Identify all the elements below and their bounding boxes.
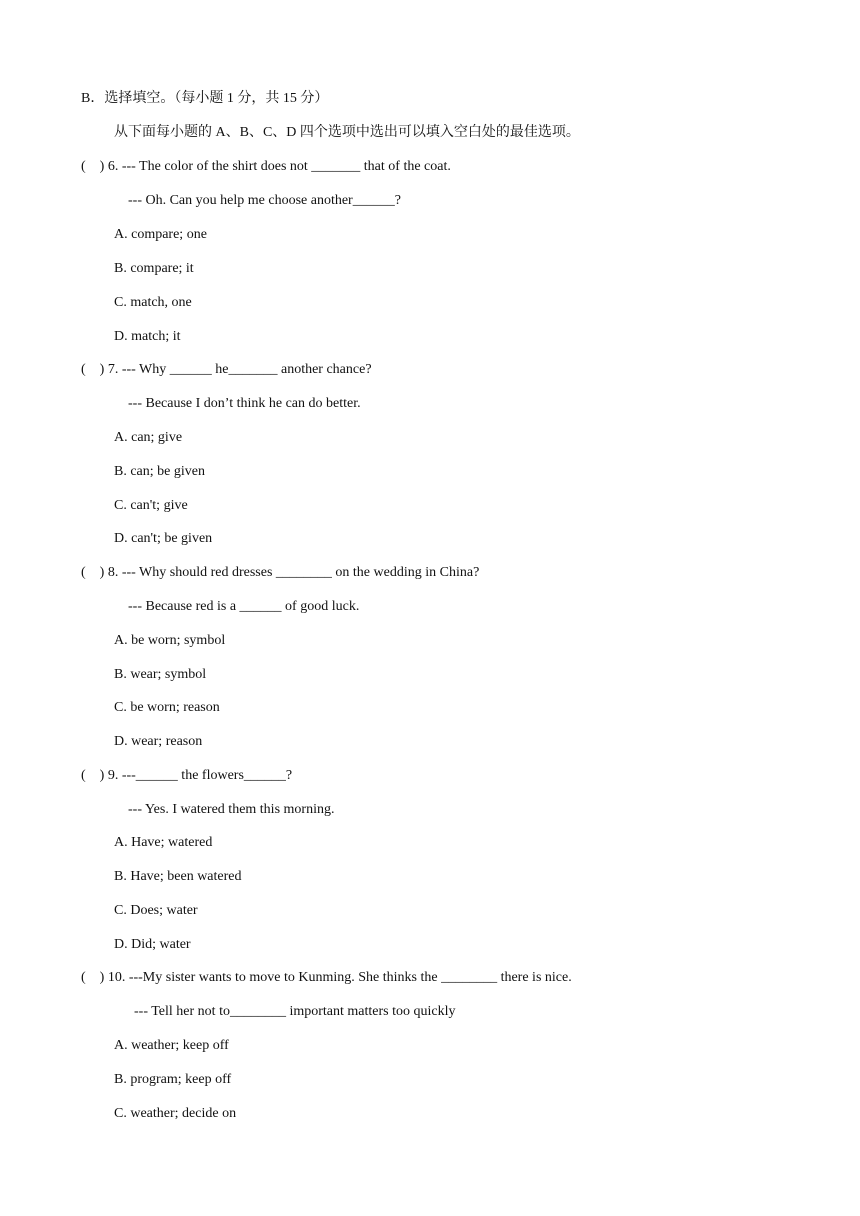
question-9-option-c: C. Does; water xyxy=(114,903,198,918)
question-6-stem: ( ) 6. --- The color of the shirt does not _______ that of the coat. xyxy=(81,159,451,174)
question-10-option-c: C. weather; decide on xyxy=(114,1106,237,1121)
question-9-option-a: A. Have; watered xyxy=(114,835,213,850)
question-10-stem: ( ) 10. ---My sister wants to move to Kunming. She thinks the ________ there is nice. xyxy=(81,970,572,985)
question-7-reply: --- Because I don’t think he can do better. xyxy=(128,396,361,411)
question-9-stem: ( ) 9. ---______ the flowers______? xyxy=(81,768,293,783)
question-8-option-d: D. wear; reason xyxy=(114,734,203,749)
question-9-option-d: D. Did; water xyxy=(114,937,191,952)
question-6-option-a: A. compare; one xyxy=(114,227,207,242)
question-7-option-b: B. can; be given xyxy=(114,464,205,479)
question-9-reply: --- Yes. I watered them this morning. xyxy=(128,802,335,817)
question-10-option-a: A. weather; keep off xyxy=(114,1038,229,1053)
question-7-stem: ( ) 7. --- Why ______ he_______ another chance? xyxy=(81,362,372,377)
question-6-option-c: C. match, one xyxy=(114,295,192,310)
question-7-option-a: A. can; give xyxy=(114,430,183,445)
section-title: B．选择填空。（每小题 1 分，共 15 分） xyxy=(81,91,329,106)
question-6-option-d: D. match; it xyxy=(114,329,181,344)
question-8-option-a: A. be worn; symbol xyxy=(114,633,226,648)
question-10-reply: --- Tell her not to________ important matters too quickly xyxy=(134,1004,456,1019)
question-7-option-d: D. can't; be given xyxy=(114,531,213,546)
section-instruction: 从下面每小题的 A、B、C、D 四个选项中选出可以填入空白处的最佳选项。 xyxy=(114,125,580,140)
question-6-option-b: B. compare; it xyxy=(114,261,194,276)
question-8-option-b: B. wear; symbol xyxy=(114,667,207,682)
question-10-option-b: B. program; keep off xyxy=(114,1072,232,1087)
question-8-option-c: C. be worn; reason xyxy=(114,700,220,715)
question-8-reply: --- Because red is a ______ of good luck. xyxy=(128,599,360,614)
question-9-option-b: B. Have; been watered xyxy=(114,869,242,884)
question-8-stem: ( ) 8. --- Why should red dresses ________ on the wedding in China? xyxy=(81,565,480,580)
question-6-reply: --- Oh. Can you help me choose another______? xyxy=(128,193,401,208)
question-7-option-c: C. can't; give xyxy=(114,498,188,513)
